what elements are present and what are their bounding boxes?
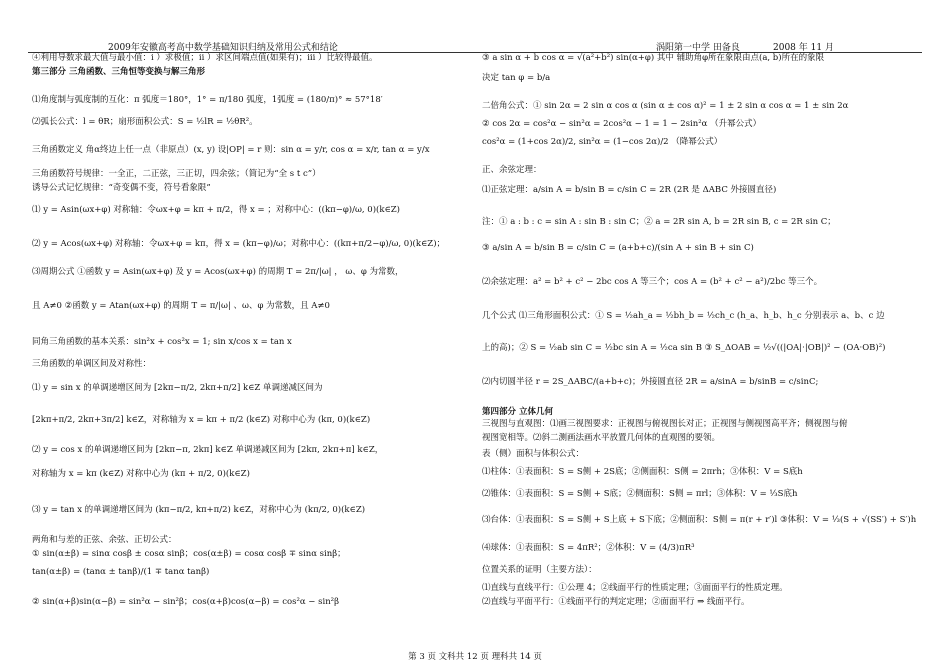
header-date: 2008 年 11 月 xyxy=(773,43,834,53)
left-lines-line: ④利用导数求最大值与最小值：i ）求极值；ii ）求区间端点值(如果有)；iii ）比较得最值。 xyxy=(32,53,378,63)
left-lines-line: 第三部分 三角函数、三角恒等变换与解三角形 xyxy=(32,67,205,77)
left-lines-line: ⑴ y = Asin(ωx+φ) 对称轴：令ωx+φ = kπ + π/2，得 x = ；对称中心：((kπ−φ)/ω, 0)(k∈Z) xyxy=(32,205,400,215)
right-lines-line: ⑵余弦定理：a² = b² + c² − 2bc cos A 等三个；cos A = (b² + c² − a²)/2bc 等三个。 xyxy=(482,277,823,287)
right-lines-line: ③ a/sin A = b/sin B = c/sin C = (a+b+c)/(sin A + sin B + sin C) xyxy=(482,243,754,253)
right-lines-line: ⑴柱体：①表面积：S = S侧 + 2S底；②侧面积：S侧 = 2πrh；③体积：V = S底h xyxy=(482,467,803,477)
right-lines-line: 决定 tan φ = b/a xyxy=(482,73,551,83)
left-lines-line: tan(α±β) = (tanα ± tanβ)/(1 ∓ tanα tanβ) xyxy=(32,567,210,577)
left-lines-line: ② sin(α+β)sin(α−β) = sin²α − sin²β；cos(α+β)cos(α−β) = cos²α − sin²β xyxy=(32,597,339,607)
right-lines-line: ⑷球体：①表面积：S = 4πR²；②体积：V = (4/3)πR³ xyxy=(482,543,695,553)
left-lines-line: ① sin(α±β) = sinα cosβ ± cosα sinβ；cos(α±β) = cosα cosβ ∓ sinα sinβ； xyxy=(32,549,346,559)
right-lines-line: ③ a sin α + b cos α = √(a²+b²) sin(α+φ) 其中 辅助角φ所在象限由点(a, b)所在的象限 xyxy=(482,53,825,63)
page-footer: 第 3 页 文科共 12 页 理科共 14 页 xyxy=(408,652,542,662)
left-lines-line: 诱导公式记忆规律：“奇变偶不变，符号看象限” xyxy=(32,183,211,193)
header-school: 涡阳第一中学 田备良 xyxy=(656,43,740,53)
right-lines-line: cos²α = (1+cos 2α)/2, sin²α = (1−cos 2α)/2 （降幂公式） xyxy=(482,137,723,147)
right-lines-line: 上的高)；② S = ½ab sin C = ½bc sin A = ½ca sin B ③ S_ΔOAB = ½√((|OA|·|OB|)² − (OA·OB)²) xyxy=(482,343,886,353)
right-lines-line: 视图宽相等。⑵斜二测画法画水平放置几何体的直观图的要领。 xyxy=(482,433,721,443)
right-lines-line: 注：① a : b : c = sin A : sin B : sin C；② a = 2R sin A, b = 2R sin B, c = 2R sin C； xyxy=(482,217,836,227)
right-lines-line: 二倍角公式：① sin 2α = 2 sin α cos α (sin α ± cos α)² = 1 ± 2 sin α cos α = 1 ± sin 2α xyxy=(482,101,849,111)
left-lines-line: 且 A≠0 ②函数 y = Atan(ωx+φ) 的周期 T = π/|ω| 、ω、φ 为常数，且 A≠0 xyxy=(32,301,330,311)
left-lines-line: 三角函数定义 角α终边上任一点（非原点）(x, y) 设|OP| = r 则：sin α = y/r, cos α = x/r, tan α = y/x xyxy=(32,145,430,155)
left-lines-line: 三角函数符号规律：一全正，二正弦，三正切，四余弦；（简记为“全 s t c”） xyxy=(32,169,321,179)
left-lines-line: ⑶周期公式 ①函数 y = Asin(ωx+φ) 及 y = Acos(ωx+φ) 的周期 T = 2π/|ω| ， ω、φ 为常数， xyxy=(32,267,404,277)
left-lines-line: ⑴角度制与弧度制的互化：π 弧度＝180°，1° = π/180 弧度，1弧度 = (180/π)° ≈ 57°18′ xyxy=(32,95,383,105)
right-lines-line: 第四部分 立体几何 xyxy=(482,407,553,417)
right-lines-line: ② cos 2α = cos²α − sin²α = 2cos²α − 1 = 1 − 2sin²α （升幂公式） xyxy=(482,119,762,129)
left-lines-line: ⑶ y = tan x 的单调递增区间为 (kπ−π/2, kπ+π/2) k∈Z，对称中心为 (kπ/2, 0)(k∈Z) xyxy=(32,505,366,515)
right-lines-line: 正、余弦定理： xyxy=(482,165,542,175)
right-lines-line: 三视图与直观图：⑴画三视图要求：正视图与俯视图长对正；正视图与侧视图高平齐；侧视图与俯 xyxy=(482,419,848,429)
left-lines-line: ⑵ y = cos x 的单调递增区间为 [2kπ−π, 2kπ] k∈Z 单调递减区间为 [2kπ, 2kπ+π] k∈Z， xyxy=(32,445,384,455)
right-lines-line: 表（侧）面积与体积公式： xyxy=(482,449,585,459)
left-lines-line: ⑵ y = Acos(ωx+φ) 对称轴：令ωx+φ = kπ，得 x = (kπ−φ)/ω；对称中心：((kπ+π/2−φ)/ω, 0)(k∈Z)； xyxy=(32,239,446,249)
header-title: 2009年安徽高考高中数学基础知识归纳及常用公式和结论 xyxy=(108,43,338,53)
right-lines-line: ⑴正弦定理：a/sin A = b/sin B = c/sin C = 2R (2R 是 ΔABC 外接圆直径) xyxy=(482,185,777,195)
left-lines-line: ⑴ y = sin x 的单调递增区间为 [2kπ−π/2, 2kπ+π/2] k∈Z 单调递减区间为 xyxy=(32,383,323,393)
right-lines-line: 位置关系的证明（主要方法）： xyxy=(482,565,597,575)
right-lines-line: ⑶台体：①表面积：S = S侧 + S上底 + S下底；②侧面积：S侧 = π(r + r′)l ③体积：V = ⅓(S + √(SS′) + S′)h xyxy=(482,515,917,525)
left-lines-line: 两角和与差的正弦、余弦、正切公式： xyxy=(32,535,177,545)
left-lines-line: ⑵弧长公式：l = θR；扇形面积公式：S = ½lR = ½θR²。 xyxy=(32,117,258,127)
left-lines-line: 三角函数的单调区间及对称性： xyxy=(32,359,152,369)
right-lines-line: ⑴直线与直线平行：①公理 4；②线面平行的性质定理；③面面平行的性质定理。 xyxy=(482,583,788,593)
right-lines-line: ⑵直线与平面平行：①线面平行的判定定理；②面面平行 ⇒ 线面平行。 xyxy=(482,597,750,607)
left-lines-line: 同角三角函数的基本关系：sin²x + cos²x = 1; sin x/cos x = tan x xyxy=(32,337,292,347)
left-lines-line: 对称轴为 x = kπ (k∈Z) 对称中心为 (kπ + π/2, 0)(k∈Z) xyxy=(32,469,250,479)
right-lines-line: ⑵内切圆半径 r = 2S_ΔABC/(a+b+c)；外接圆直径 2R = a/sinA = b/sinB = c/sinC; xyxy=(482,377,819,387)
right-lines-line: 几个公式 ⑴三角形面积公式：① S = ½ah_a = ½bh_b = ½ch_c (h_a、h_b、h_c 分别表示 a、b、c 边 xyxy=(482,311,885,321)
left-lines-line: [2kπ+π/2, 2kπ+3π/2] k∈Z，对称轴为 x = kπ + π/2 (k∈Z) 对称中心为 (kπ, 0)(k∈Z) xyxy=(32,415,371,425)
right-lines-line: ⑵锥体：①表面积：S = S侧 + S底；②侧面积：S侧 = πrl；③体积：V = ⅓S底h xyxy=(482,489,798,499)
